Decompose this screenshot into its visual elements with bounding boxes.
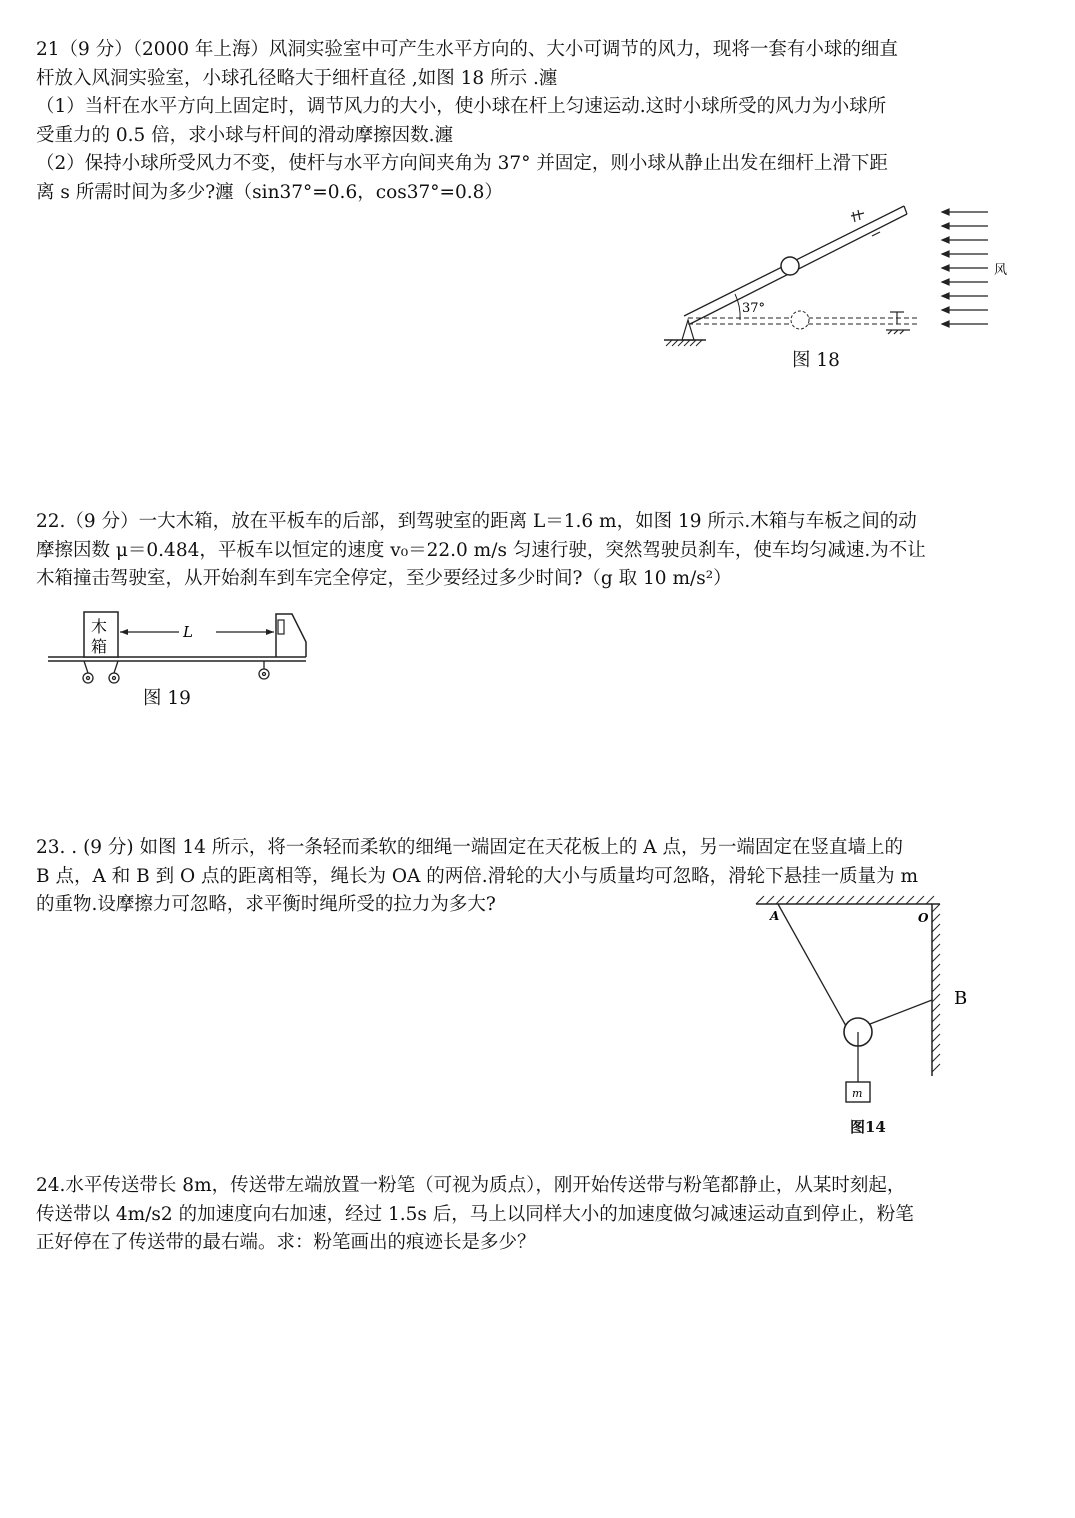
box-label-1: 木	[91, 617, 108, 636]
q22-line-2: 摩擦因数 μ＝0.484，平板车以恒定的速度 v₀＝22.0 m/s 匀速行驶，突然驾驶员刹车，使车均匀减速.为不让	[36, 539, 926, 561]
question-22-text	[36, 508, 1046, 594]
box-label-2: 箱	[91, 637, 108, 656]
question-24-text	[36, 1172, 1046, 1258]
q24-line-1: 24.水平传送带长 8m，传送带左端放置一粉笔（可视为质点），刚开始传送带与粉笔都静止，从某时刻起，	[36, 1175, 906, 1196]
q23-line-2: B 点，A 和 B 到 O 点的距离相等，绳长为 OA 的两倍.滑轮的大小与质量均可忽略，滑轮下悬挂一质量为 m	[36, 865, 919, 887]
q21-line-5: （2）保持小球所受风力不变，使杆与水平方向间夹角为 37° 并固定，则小球从静止出发在细杆上滑下距	[36, 153, 888, 174]
wind-arrows	[942, 209, 988, 327]
q21-line-6: 离 s 所需时间为多少?瀍（sin37°=0.6，cos37°=0.8）	[36, 181, 503, 203]
q23-line-1: 23. . (9 分) 如图 14 所示，将一条轻而柔软的细绳一端固定在天花板上的 A 点，另一端固定在竖直墙上的	[36, 837, 903, 858]
figure-18-wind-tunnel-diagram	[650, 200, 1020, 350]
figure-19-truck-diagram	[44, 602, 314, 690]
wind-label: 风	[994, 263, 1008, 278]
figure-14-caption: 图14	[850, 1118, 886, 1136]
figure-14-pulley-diagram	[748, 890, 978, 1140]
q24-line-3: 正好停在了传送带的最右端。求：粉笔画出的痕迹长是多少？	[36, 1232, 536, 1253]
q21-line-1: 21（9 分）（2000 年上海）风洞实验室中可产生水平方向的、大小可调节的风力，现将一套有小球的细直	[36, 39, 898, 60]
question-21-text	[36, 36, 1046, 207]
figure-19-caption: 图 19	[143, 688, 191, 709]
point-A-label: A	[770, 909, 780, 923]
q21-line-3: （1）当杆在水平方向上固定时，调节风力的大小，使小球在杆上匀速运动.这时小球所受的风力为小球所	[36, 96, 887, 117]
q21-line-2: 杆放入风洞实验室，小球孔径略大于细杆直径 ,如图 18 所示 .瀍	[36, 67, 558, 89]
point-B-label: B	[954, 988, 968, 1009]
q23-line-3: 的重物.设摩擦力可忽略，求平衡时绳所受的拉力为多大?	[36, 894, 496, 915]
angle-37-label: 37°	[742, 301, 766, 316]
q24-line-2: 传送带以 4m/s2 的加速度向右加速，经过 1.5s 后，马上以同样大小的加速度做匀减速运动直到停止，粉笔	[36, 1203, 914, 1225]
ball-icon	[781, 257, 799, 275]
distance-L-label: L	[183, 623, 193, 641]
q22-line-3: 木箱撞击驾驶室，从开始刹车到车完全停定，至少要经过多少时间?（g 取 10 m/s²）	[36, 568, 732, 589]
mass-m-label: m	[852, 1087, 863, 1100]
q22-line-1: 22.（9 分）一大木箱，放在平板车的后部，到驾驶室的距离 L＝1.6 m，如图 19 所示.木箱与车板之间的动	[36, 511, 917, 532]
figure-18-caption: 图 18	[792, 350, 840, 371]
q21-line-4: 受重力的 0.5 倍，求小球与杆间的滑动摩擦因数.瀍	[36, 124, 454, 146]
point-O-label: O	[918, 911, 929, 925]
